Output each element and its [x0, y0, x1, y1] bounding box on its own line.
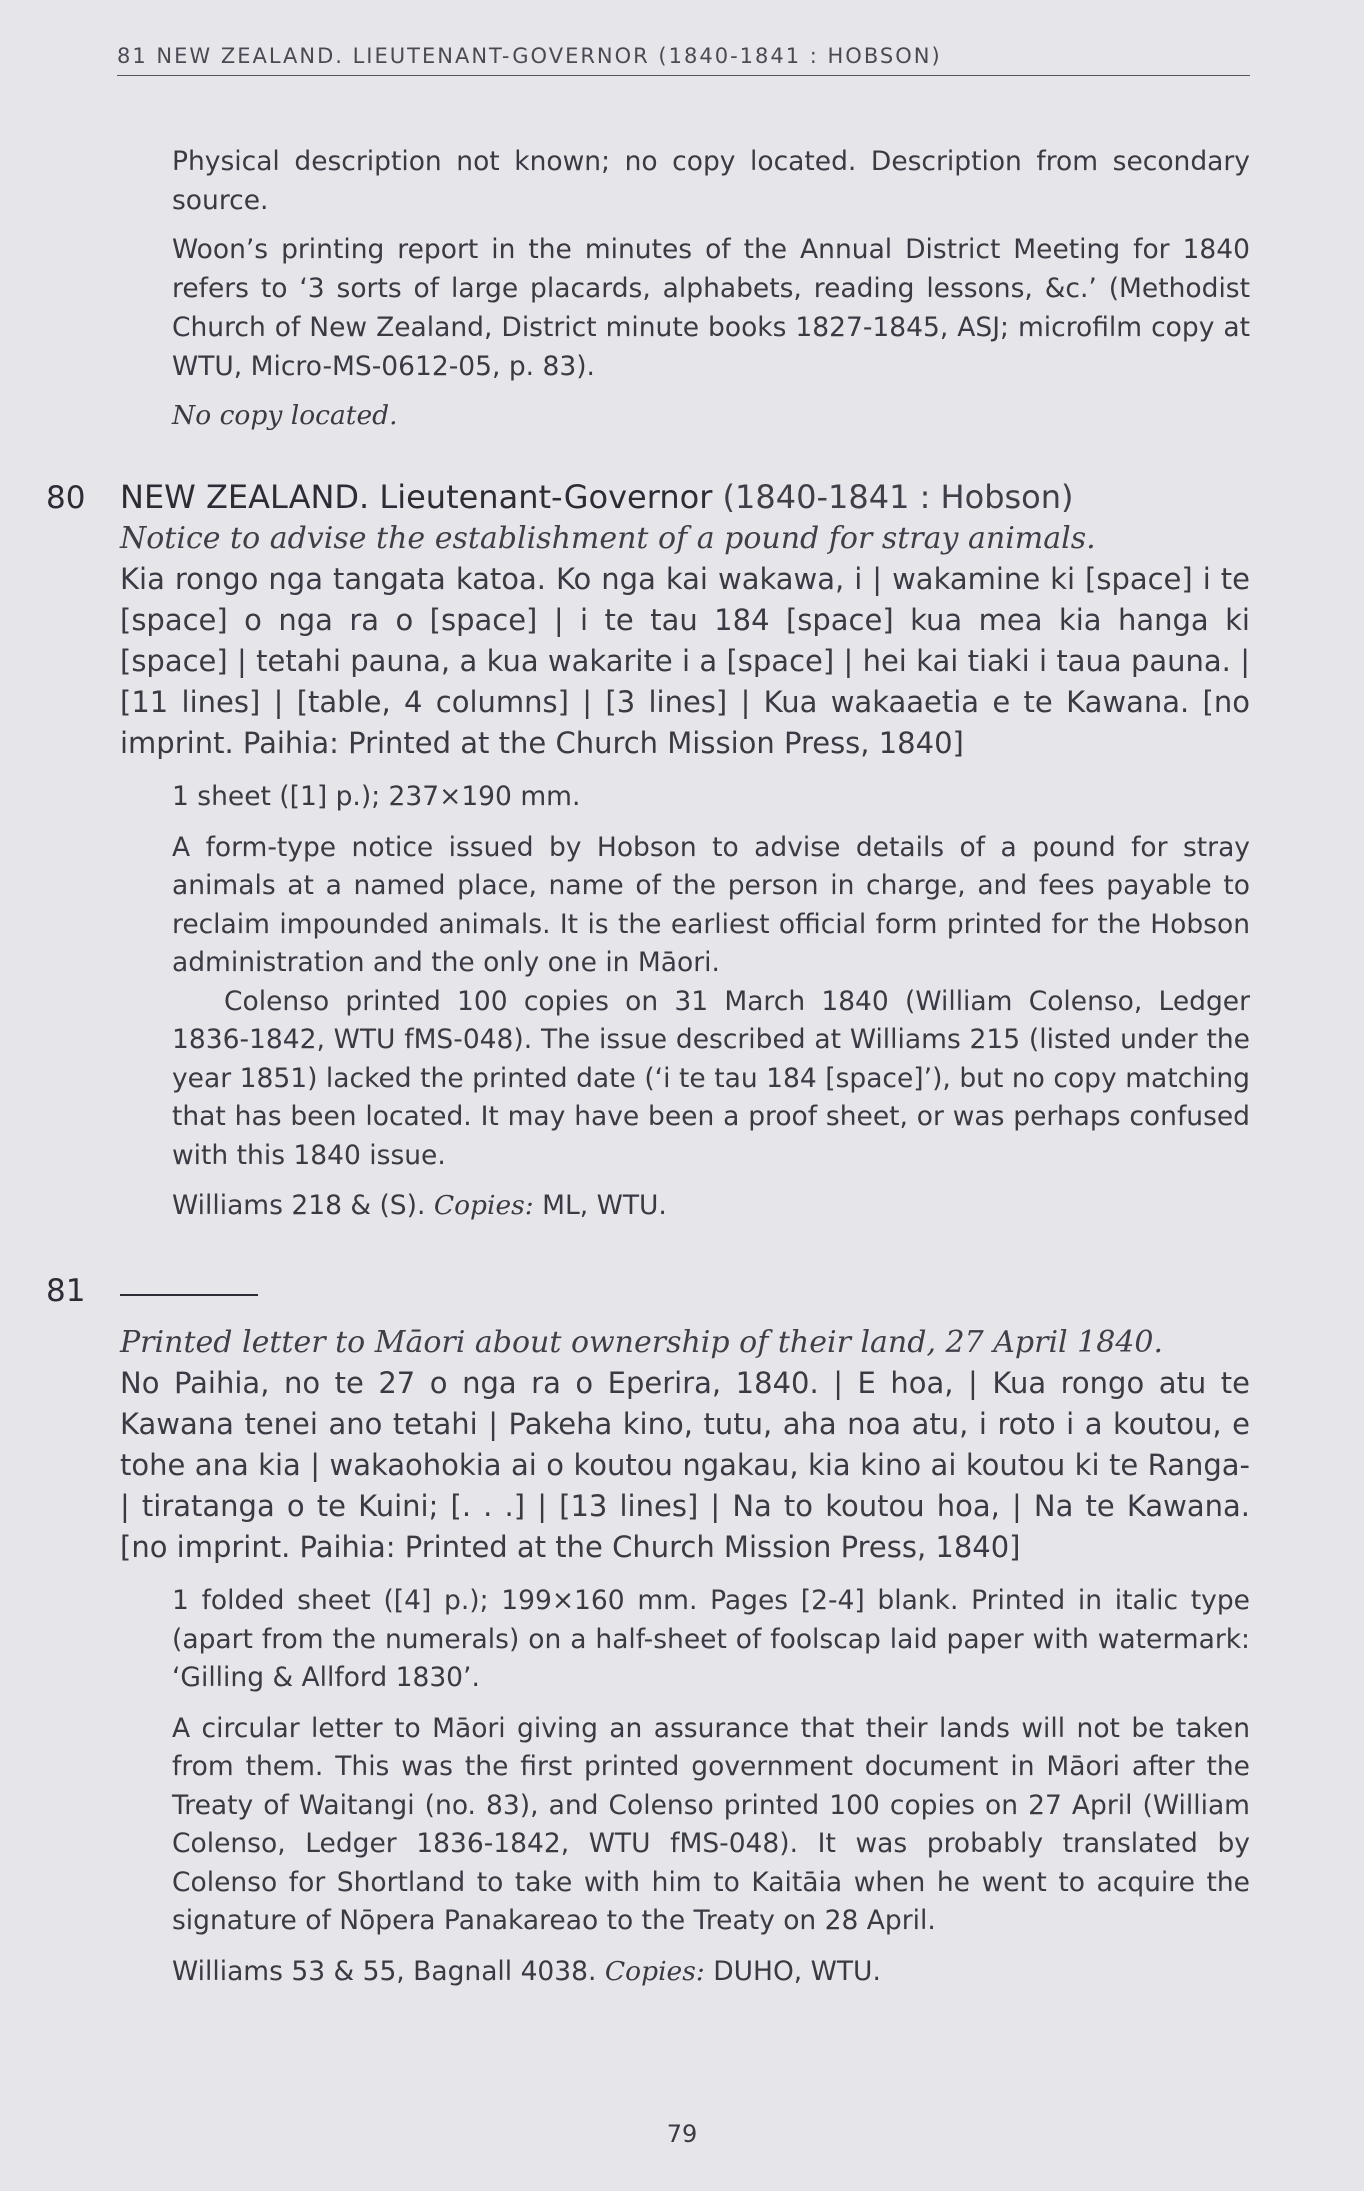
copies-list: ML, WTU.	[542, 1190, 667, 1221]
physical-description: Physical description not known; no copy located. Description from secondary source.	[172, 146, 1250, 216]
heading-name: NEW ZEALAND. Lieutenant-Governor	[120, 478, 713, 516]
entry-number-80: 80	[46, 480, 86, 516]
entry-notes	[172, 778, 1250, 1226]
printing-note: Colenso printed 100 copies on 31 March 1840 (William Colenso, Ledger 1836-1842, WTU fMS-048). The issue described at Williams 215 (listed under the year 1851) lacked the printed date (‘i te tau 184 [space]’), but no copy matching that has been located. It may have been a proof sheet, or was perhaps confused with this 1840 issue.	[172, 985, 1250, 1171]
description-note: A circular letter to Māori giving an assurance that their lands will not be taken from them. This was the first printed government document in Māori after the Treaty of Waitangi (no. 83), and Colenso printed 100 copies on 27 April (William Colenso, Ledger 1836-1842, WTU fMS-048). It was probably translated by Colenso for Shortland to take with him to Kaitāia when he went to acquire the signature of Nōpera Panakareao to the Treaty on 28 April.	[172, 1712, 1250, 1936]
entry-transcription: Kia rongo nga tangata katoa. Ko nga kai wakawa, i | wakamine ki [space] i te [space] o nga ra o [space] | i te tau 184 [space] kua mea kia hanga ki [space] | tetahi pauna, a kua wakarite i a [space] | hei kai tiaki i taua pauna. | [11 lines] | [table, 4 columns] | [3 lines] | Kua wakaaetia e te Kawana. [no imprint. Paihia: Printed at the Church Mission Press, 1840]	[120, 562, 1250, 760]
description-note: A form-type notice issued by Hobson to advise details of a pound for stray animals at a named place, name of the person in charge, and fees payable to reclaim impounded animals. It is the earliest official form printed for the Hobson administration and the only one in Māori.	[172, 831, 1250, 978]
printing-report-note: Woon’s printing report in the minutes of the Annual District Meeting for 1840 refers to ‘3 sorts of large placards, alphabets, reading lessons, &c.’ (Methodist Church of New Zealand, District minute books 1827-1845, ASJ; microfilm copy at WTU, Micro-MS-0612-05, p. 83).	[172, 234, 1250, 382]
references: Williams 53 & 55, Bagnall 4038. Copies: DUHO, WTU.	[172, 1955, 881, 1987]
entry-number-81: 81	[46, 1273, 86, 1309]
previous-entry-continuation	[172, 142, 1250, 445]
entry-heading	[120, 477, 1250, 518]
collation: 1 sheet ([1] p.); 237×190 mm.	[172, 781, 581, 812]
collation: 1 folded sheet ([4] p.); 199×160 mm. Pages [2-4] blank. Printed in italic type (apart from the numerals) on a half-sheet of foolscap laid paper with watermark: ‘Gilling & Allford 1830’.	[172, 1585, 1250, 1693]
copies-note: No copy located.	[172, 400, 398, 431]
ditto-rule	[120, 1294, 258, 1296]
copies-list: DUHO, WTU.	[713, 1955, 881, 1987]
heading-dates: (1840-1841 : Hobson)	[722, 478, 1074, 516]
entry-transcription: No Paihia, no te 27 o nga ra o Eperira, 1840. | E hoa, | Kua rongo atu te Kawana tenei ano tetahi | Pakeha kino, tutu, aha noa atu, i roto i a koutou, e tohe ana kia | wakaohokia ai o koutou ngakau, kia kino ai koutou ki te Ranga- | tiratanga o te Kuini; [. . .] | [13 lines] | Na to koutou hoa, | Na te Kawana. [no imprint. Paihia: Printed at the Church Mission Press, 1840]	[120, 1366, 1250, 1564]
ditto-rule-line	[120, 1273, 1250, 1314]
entry-title: Printed letter to Māori about ownership of their land, 27 April 1840.	[120, 1325, 1164, 1360]
entry-notes	[172, 1582, 1250, 1991]
copies-label: Copies:	[604, 1955, 705, 1987]
page-number: 79	[666, 2120, 698, 2148]
entry-81	[120, 1273, 1250, 2003]
entry-title: Notice to advise the establishment of a pound for stray animals.	[120, 521, 1096, 556]
copies-label: Copies:	[433, 1190, 534, 1221]
running-head: 81 NEW ZEALAND. LIEUTENANT-GOVERNOR (1840-1841 : HOBSON)	[117, 44, 1250, 76]
entry-80	[120, 477, 1250, 1238]
references: Williams 218 & (S). Copies: ML, WTU.	[172, 1190, 667, 1221]
